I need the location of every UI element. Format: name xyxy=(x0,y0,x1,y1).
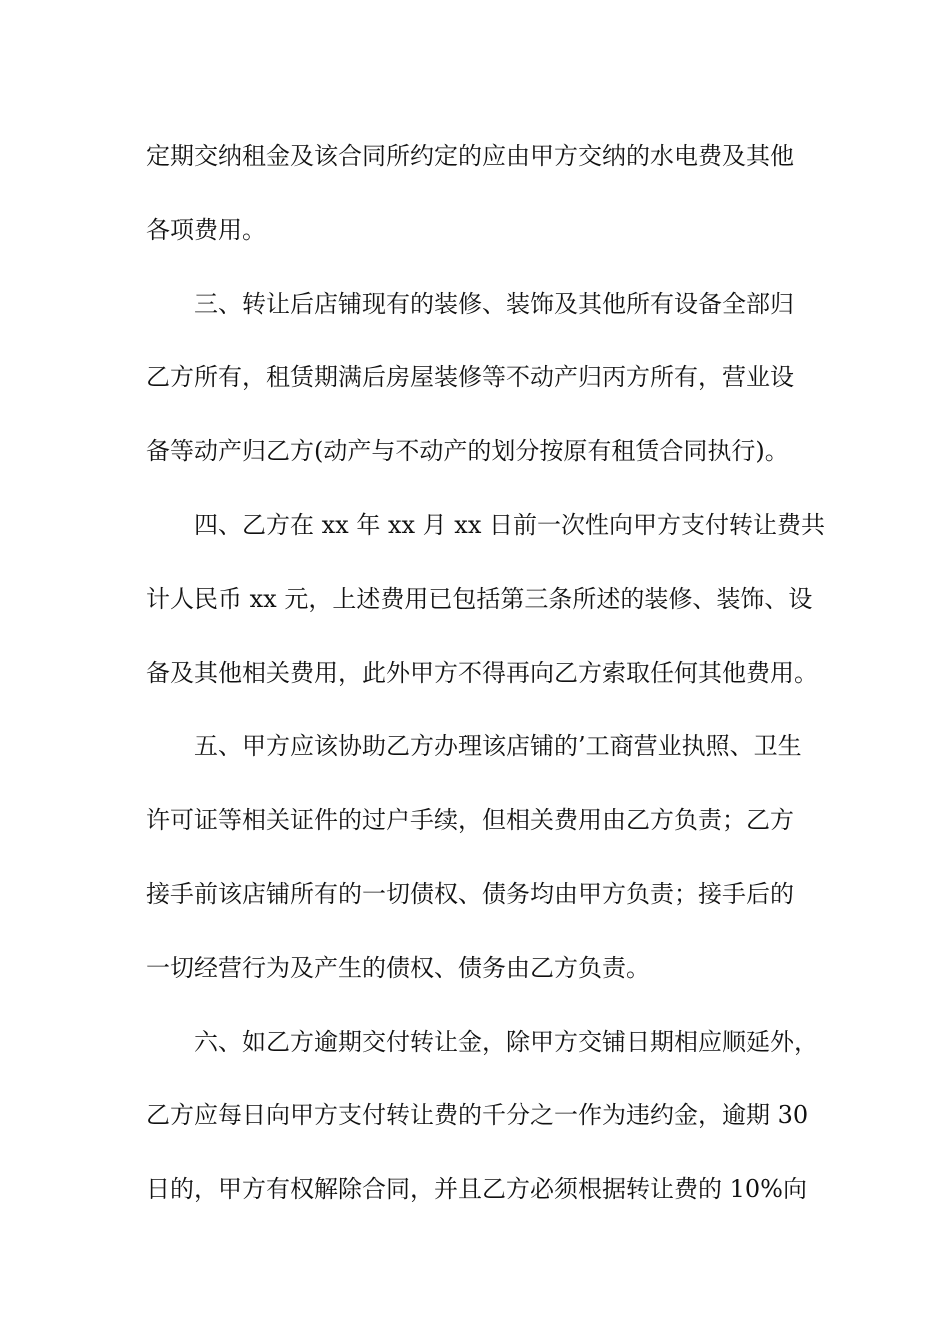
clause-5-line-4: 一切经营行为及产生的债权、债务由乙方负责。 xyxy=(146,953,650,982)
clause-5-line-3: 接手前该店铺所有的一切债权、债务均由甲方负责；接手后的 xyxy=(146,879,794,908)
clause-5-line-2: 许可证等相关证件的过户手续，但相关费用由乙方负责；乙方 xyxy=(146,806,794,835)
clause-5-line-1: 五、甲方应该协助乙方办理该店铺的’工商营业执照、卫生 xyxy=(194,732,802,761)
clause-6-line-3: 日的，甲方有权解除合同，并且乙方必须根据转让费的 10%向 xyxy=(146,1175,807,1204)
clause-6-line-1: 六、如乙方逾期交付转让金，除甲方交铺日期相应顺延外， xyxy=(194,1027,818,1056)
paragraph-2-line-2: 各项费用。 xyxy=(146,215,266,244)
clause-3-line-3: 备等动产归乙方(动产与不动产的划分按原有租赁合同执行)。 xyxy=(146,437,789,466)
clause-3-line-2: 乙方所有，租赁期满后房屋装修等不动产归丙方所有，营业设 xyxy=(146,363,794,392)
clause-6-line-2: 乙方应每日向甲方支付转让费的千分之一作为违约金，逾期 30 xyxy=(146,1101,809,1130)
clause-3-line-1: 三、转让后店铺现有的装修、装饰及其他所有设备全部归 xyxy=(194,289,794,318)
clause-4-line-3: 备及其他相关费用，此外甲方不得再向乙方索取任何其他费用。 xyxy=(146,658,818,687)
clause-4-line-2: 计人民币 xx 元，上述费用已包括第三条所述的装修、装饰、设 xyxy=(146,584,813,613)
document-body xyxy=(146,126,825,1233)
paragraph-2-line-1: 定期交纳租金及该合同所约定的应由甲方交纳的水电费及其他 xyxy=(146,142,794,170)
clause-4-line-1: 四、乙方在 xx 年 xx 月 xx 日前一次性向甲方支付转让费共 xyxy=(194,510,825,539)
